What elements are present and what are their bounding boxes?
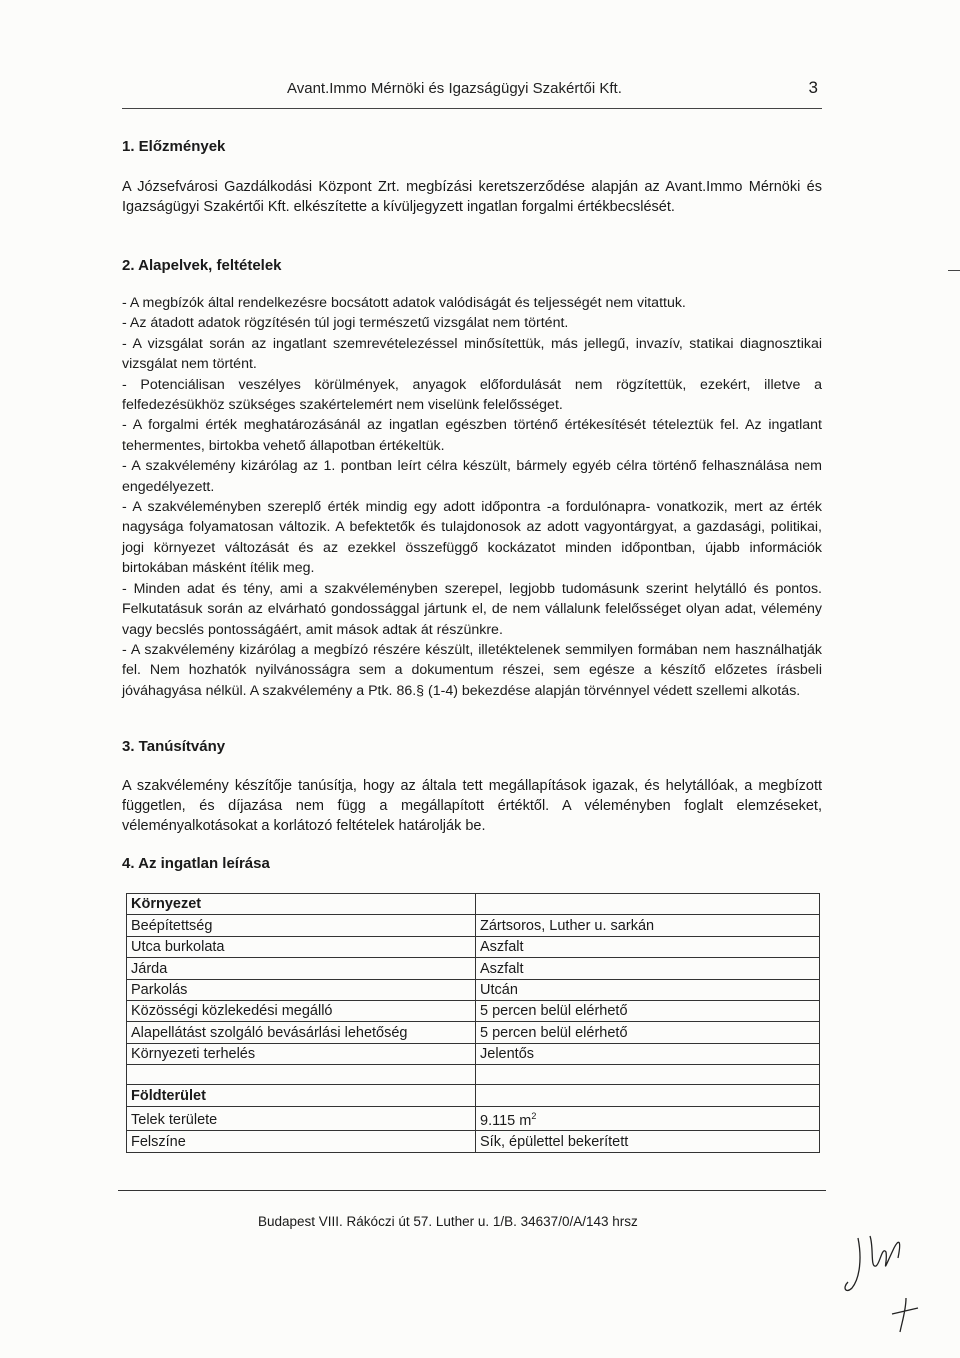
bullet-item: - A szakvélemény kizárólag az 1. pontban leírt célra készült, bármely egyéb célra történő felhasználása nem engedélyezett. xyxy=(122,458,822,495)
bullet-item: - A megbízók által rendelkezésre bocsátott adatok valódiságát és teljességét nem vitattuk. xyxy=(122,295,686,311)
bullet-item: - Potenciálisan veszélyes körülmények, anyagok előfordulását nem rögzítettük, ezekért, illetve a felfedezésükhöz szükséges szakértelemért nem viselünk felelősséget. xyxy=(122,376,822,414)
row-value: Utcán xyxy=(476,979,820,1000)
page-header xyxy=(122,80,822,109)
row-value: Aszfalt xyxy=(476,958,820,979)
section-2-bullets xyxy=(122,293,822,701)
section-3-paragraph: A szakvélemény készítője tanúsítja, hogy az általa tett megállapítások igazak, és helytállóak, a megbízott független, és díjazása nem függ a megállapított értéktől. A véleményben foglalt elemzéseket, véleményalkotásokat a korlátozó feltételek határolják be. xyxy=(122,778,822,834)
row-value: Sík, épülettel bekerített xyxy=(476,1131,820,1152)
row-label: Utca burkolata xyxy=(127,936,476,957)
row-label: Beépítettség xyxy=(127,915,476,936)
row-value: 5 percen belül elérhető xyxy=(476,1022,820,1043)
table-cell-empty xyxy=(476,1085,820,1106)
row-label: Környezeti terhelés xyxy=(127,1043,476,1064)
table-row xyxy=(127,1131,820,1152)
environment-title: Környezet xyxy=(127,894,476,915)
section-1-paragraph: A Józsefvárosi Gazdálkodási Központ Zrt. megbízási keretszerződése alapján az Avant.Immo Mérnöki és Igazságügyi Szakértői Kft. elkészítette a kívüljegyzett ingatlan forgalmi értékbecslését. xyxy=(122,179,822,215)
footer-address: Budapest VIII. Rákóczi út 57. Luther u. 1/B. 34637/0/A/143 hrsz xyxy=(258,1214,638,1229)
row-label: Felszíne xyxy=(127,1131,476,1152)
bullet-item: - A szakvéleményben szereplő érték mindig egy adott időpontra -a fordulónapra- vonatkozik, mert az érték nagysága folyamatosan változik. A befektetők és tulajdonosok az adott vagyontárgyat, a gazdasági, politikai, jogi környezet változását és az ezekkel összefüggő kockázatot minden időpontban, újabb információk birtokában másként ítélik meg. xyxy=(122,499,822,577)
row-label: Járda xyxy=(127,958,476,979)
table-row-blank xyxy=(127,1065,820,1085)
row-label: Alapellátást szolgáló bevásárlási lehetőség xyxy=(127,1022,476,1043)
row-value: Aszfalt xyxy=(476,936,820,957)
table-row xyxy=(127,1000,820,1021)
land-area-value: 9.115 m xyxy=(480,1112,532,1129)
table-row xyxy=(127,936,820,957)
section-3-heading: 3. Tanúsítvány xyxy=(122,738,226,755)
bullet-item: - A forgalmi érték meghatározásánál az ingatlan egészben történő értékesítését tételeztük fel. Az ingatlant tehermentes, birtokba vehető állapotban értékeltük. xyxy=(122,417,822,454)
table-cell-empty xyxy=(476,894,820,915)
table-row xyxy=(127,1022,820,1043)
table-cell-empty xyxy=(127,1065,476,1085)
bullet-item: - A vizsgálat során az ingatlant szemrevételezéssel minősítettük, más jellegű, invazív, statikai diagnosztikai vizsgálat nem történt. xyxy=(122,335,822,373)
table-group-header xyxy=(127,1085,820,1106)
row-value: Zártsoros, Luther u. sarkán xyxy=(476,915,820,936)
handwritten-signature-icon xyxy=(840,1218,930,1338)
bullet-item: - Az átadott adatok rögzítésén túl jogi természetű vizsgálat nem történt. xyxy=(122,315,569,332)
table-cell-empty xyxy=(476,1065,820,1085)
section-2-heading: 2. Alapelvek, feltételek xyxy=(122,257,282,274)
section-1-text xyxy=(122,177,822,217)
row-label: Közösségi közlekedési megálló xyxy=(127,1000,476,1021)
section-3-text xyxy=(122,776,822,836)
row-label: Parkolás xyxy=(127,979,476,1000)
table-row xyxy=(127,1106,820,1131)
property-table xyxy=(126,893,820,1153)
row-value: 5 percen belül elérhető xyxy=(476,1000,820,1021)
header-company: Avant.Immo Mérnöki és Igazságügyi Szakértői Kft. xyxy=(287,80,622,97)
table-row xyxy=(127,979,820,1000)
footer-divider xyxy=(118,1190,826,1191)
area-unit-superscript: 2 xyxy=(531,1110,537,1121)
section-1-heading: 1. Előzmények xyxy=(122,138,226,155)
section-4-heading: 4. Az ingatlan leírása xyxy=(122,855,270,872)
page-number: 3 xyxy=(808,78,818,97)
row-label: Telek területe xyxy=(127,1106,476,1131)
row-value: Jelentős xyxy=(476,1043,820,1064)
margin-mark xyxy=(948,270,960,271)
bullet-item: - Minden adat és tény, ami a szakvéleményben szerepel, legjobb tudomásunk szerint helytálló és pontos. Felkutatásuk során az elvárható gondossággal jártunk el, de nem vállalunk felelősséget olyan adat, vélemény vagy becslés pontosságáért, amit mások adtak át részünkre. xyxy=(122,580,822,638)
table-row xyxy=(127,958,820,979)
bullet-item: - A szakvélemény kizárólag a megbízó részére készült, illetéktelenek semmilyen formában nem használhatják fel. Nem hozhatók nyilvánosságra sem a dokumentum részei, sem egésze a készítő előzetes írásbeli jóváhagyása nélkül. A szakvélemény a Ptk. 86.§ (1-4) bekezdése alapján törvénnyel védett szellemi alkotás. xyxy=(122,641,822,699)
table-row xyxy=(127,915,820,936)
table-group-header xyxy=(127,894,820,915)
table-row xyxy=(127,1043,820,1064)
row-value xyxy=(476,1106,820,1131)
land-title: Földterület xyxy=(127,1085,476,1106)
